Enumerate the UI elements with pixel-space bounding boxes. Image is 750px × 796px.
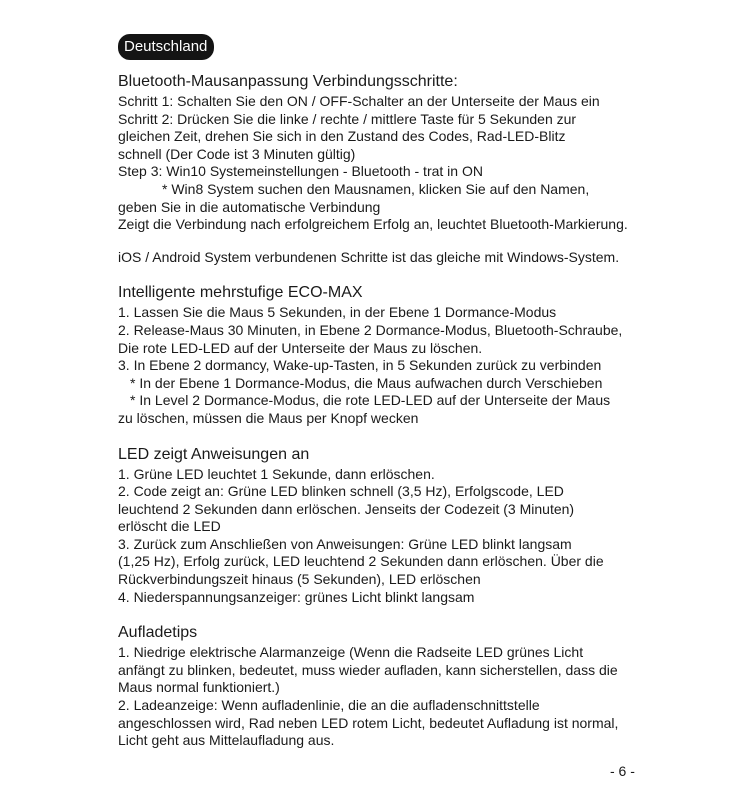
- text-line: Schritt 1: Schalten Sie den ON / OFF-Schalter an der Unterseite der Maus ein: [118, 93, 600, 109]
- text-line: angeschlossen wird, Rad neben LED rotem Licht, bedeutet Aufladung ist normal,: [118, 714, 619, 731]
- text-line: zu löschen, müssen die Maus per Knopf wecken: [118, 409, 419, 426]
- text-line: anfängt zu blinken, bedeutet, muss wieder aufladen, kann sicherstellen, dass die: [118, 661, 618, 678]
- text-line: Rückverbindungszeit hinaus (5 Sekunden), LED erlöschen: [118, 571, 481, 588]
- section-eco-max: [118, 283, 658, 427]
- text-line: 2. Ladeanzeige: Wenn aufladenlinie, die an die aufladenschnittstelle: [118, 697, 540, 714]
- text-line: schnell (Der Code ist 3 Minuten gültig): [118, 145, 356, 162]
- language-badge: Deutschland: [118, 34, 214, 60]
- section-led-instructions: [118, 445, 658, 607]
- text-line: iOS / Android System verbundenen Schritte ist das gleiche mit Windows-System.: [118, 248, 620, 265]
- text-line: gleichen Zeit, drehen Sie sich in den Zustand des Codes, Rad-LED-Blitz: [118, 128, 566, 145]
- text-line: geben Sie in die automatische Verbindung: [118, 198, 381, 215]
- section-bluetooth-pairing: [118, 72, 658, 266]
- page-content: [118, 34, 658, 750]
- text-line: 3. Zurück zum Anschließen von Anweisungen: Grüne LED blinkt langsam: [118, 535, 572, 552]
- page-number: - 6 -: [610, 763, 635, 779]
- section-title: Intelligente mehrstufige ECO-MAX: [118, 284, 363, 302]
- text-line: 3. In Ebene 2 dormancy, Wake-up-Tasten, in 5 Sekunden zurück zu verbinden: [118, 357, 602, 374]
- text-line: Step 3: Win10 Systemeinstellungen - Bluetooth - trat in ON: [118, 163, 483, 180]
- text-line: leuchtend 2 Sekunden dann erlöschen. Jenseits der Codezeit (3 Minuten): [118, 500, 575, 517]
- text-line: 1. Lassen Sie die Maus 5 Sekunden, in der Ebene 1 Dormance-Modus: [118, 304, 557, 321]
- text-line: 1. Niedrige elektrische Alarmanzeige (Wenn die Radseite LED grünes Licht: [118, 644, 584, 661]
- section-title: Bluetooth-Mausanpassung Verbindungsschritte:: [118, 73, 458, 90]
- text-line: 2. Release-Maus 30 Minuten, in Ebene 2 Dormance-Modus, Bluetooth-Schraube,: [118, 321, 623, 338]
- text-line: * In der Ebene 1 Dormance-Modus, die Maus aufwachen durch Verschieben: [130, 374, 603, 391]
- section-title: Aufladetips: [118, 624, 198, 642]
- text-line: erlöscht die LED: [118, 518, 221, 535]
- text-line: * In Level 2 Dormance-Modus, die rote LED-LED auf der Unterseite der Maus: [130, 392, 611, 409]
- text-line: * Win8 System suchen den Mausnamen, klicken Sie auf den Namen,: [162, 180, 590, 197]
- text-line: Schritt 2: Drücken Sie die linke / rechte / mittlere Taste für 5 Sekunden zur: [118, 110, 577, 127]
- text-line: Licht geht aus Mittelaufladung aus.: [118, 732, 335, 749]
- text-line: Zeigt die Verbindung nach erfolgreichem Erfolg an, leuchtet Bluetooth-Markierung.: [118, 216, 628, 233]
- text-line: Die rote LED-LED auf der Unterseite der Maus zu löschen.: [118, 339, 483, 356]
- text-line: 1. Grüne LED leuchtet 1 Sekunde, dann erlöschen.: [118, 465, 435, 482]
- text-line: (1,25 Hz), Erfolg zurück, LED leuchtend 2 Sekunden dann erlöschen. Über die: [118, 553, 604, 570]
- text-line: Maus normal funktioniert.): [118, 679, 280, 696]
- text-line: 2. Code zeigt an: Grüne LED blinken schnell (3,5 Hz), Erfolgscode, LED: [118, 483, 564, 500]
- section-title: LED zeigt Anweisungen an: [118, 445, 310, 463]
- section-charging-tips: [118, 623, 658, 750]
- text-line: 4. Niederspannungsanzeiger: grünes Licht blinkt langsam: [118, 588, 475, 605]
